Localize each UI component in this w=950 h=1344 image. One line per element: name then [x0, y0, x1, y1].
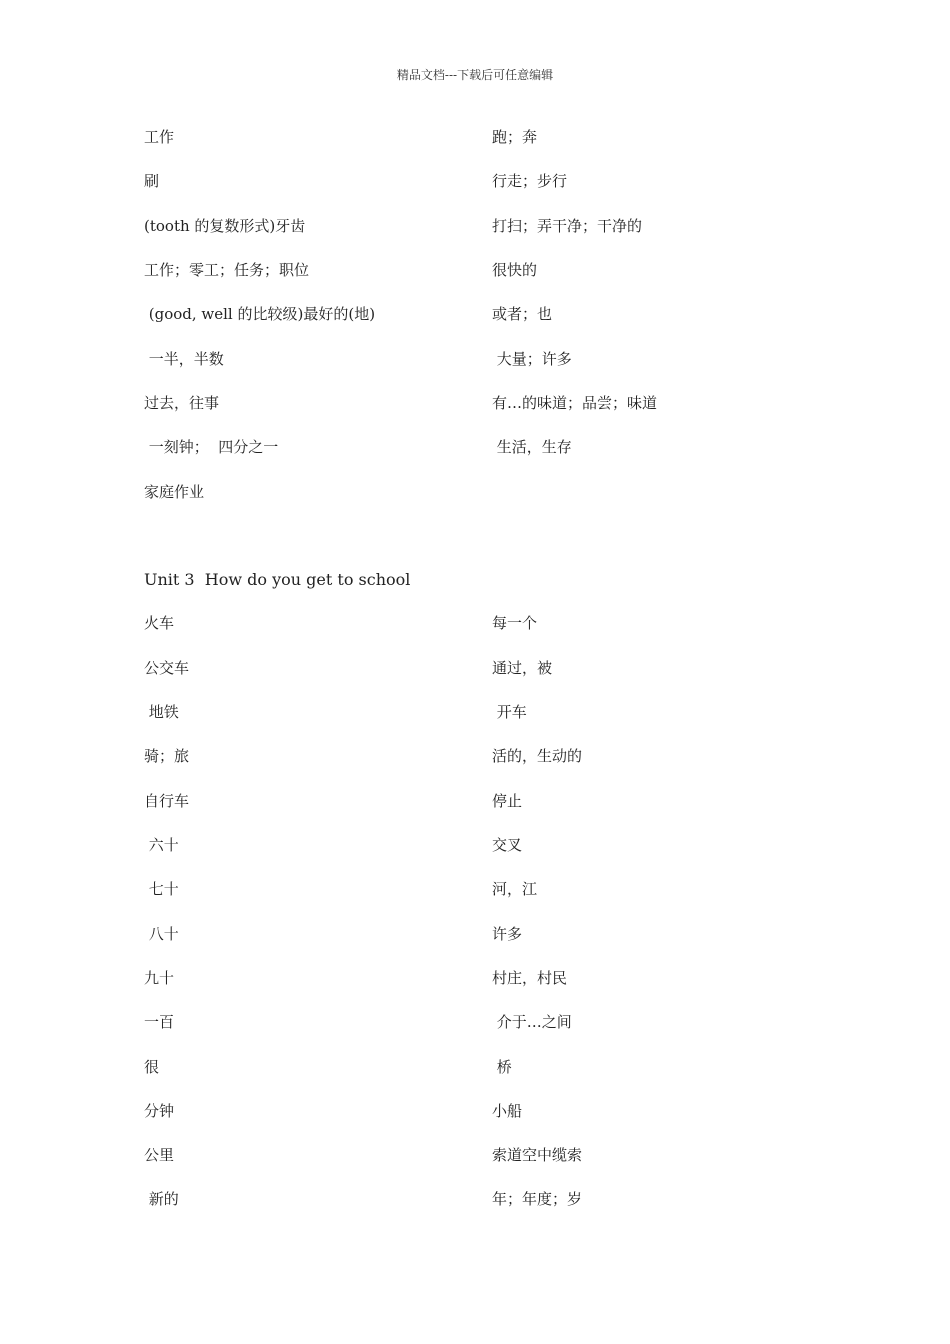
vocab-row: [0, 258, 950, 282]
vocab-row: [0, 744, 950, 768]
vocab-left: 分钟: [144, 1102, 175, 1120]
vocab-row: [0, 1099, 950, 1123]
vocab-left: 工作；零工；任务；职位: [144, 261, 310, 279]
vocab-left: 公交车: [144, 659, 190, 677]
vocab-left: 公里: [144, 1146, 175, 1164]
vocab-left: 刷: [144, 172, 160, 190]
vocab-right: 跑；奔: [492, 128, 538, 146]
vocab-row: [0, 302, 950, 326]
vocab-left: 过去，往事: [144, 394, 220, 412]
vocab-right: 河，江: [492, 880, 538, 898]
vocab-row: [0, 480, 950, 504]
vocab-row: [0, 966, 950, 990]
vocab-left: 一刻钟； 四分之一: [144, 438, 279, 456]
vocab-right: 索道空中缆索: [492, 1146, 583, 1164]
vocab-left: 自行车: [144, 792, 190, 810]
vocab-right: 大量；许多: [492, 350, 572, 368]
vocab-left: 新的: [144, 1190, 179, 1208]
vocab-left: (tooth 的复数形式)牙齿: [144, 217, 306, 235]
vocab-left: 六十: [144, 836, 179, 854]
vocab-row: [0, 877, 950, 901]
vocab-row: [0, 1010, 950, 1034]
vocab-row: [0, 700, 950, 724]
vocab-right: 很快的: [492, 261, 538, 279]
vocab-left: (good, well 的比较级)最好的(地): [144, 305, 376, 323]
vocab-left: 一百: [144, 1013, 175, 1031]
vocab-row: [0, 611, 950, 635]
vocab-row: [0, 169, 950, 193]
vocab-row: [0, 656, 950, 680]
vocab-row: [0, 214, 950, 238]
vocab-right: 行走；步行: [492, 172, 568, 190]
vocab-left: 火车: [144, 614, 175, 632]
vocab-left: 家庭作业: [144, 483, 205, 501]
vocab-right: 或者；也: [492, 305, 553, 323]
unit-title: Unit 3 How do you get to school: [144, 570, 411, 589]
vocab-left: 工作: [144, 128, 175, 146]
vocab-row: [0, 1187, 950, 1211]
vocab-row: [0, 1143, 950, 1167]
vocab-right: 有…的味道；品尝；味道: [492, 394, 658, 412]
vocab-left: 九十: [144, 969, 175, 987]
vocab-right: 交叉: [492, 836, 523, 854]
vocab-right: 停止: [492, 792, 523, 810]
vocab-right: 生活，生存: [492, 438, 572, 456]
vocab-row: [0, 125, 950, 149]
vocab-right: 开车: [492, 703, 527, 721]
vocab-row: [0, 922, 950, 946]
vocab-right: 桥: [492, 1058, 512, 1076]
vocab-row: [0, 391, 950, 415]
vocab-right: 介于…之间: [492, 1013, 572, 1031]
vocab-right: 每一个: [492, 614, 538, 632]
vocab-left: 一半，半数: [144, 350, 224, 368]
vocab-right: 村庄，村民: [492, 969, 568, 987]
vocab-row: [0, 789, 950, 813]
vocab-left: 地铁: [144, 703, 179, 721]
page-header: 精品文档---下载后可任意编辑: [396, 68, 554, 82]
vocab-right: 小船: [492, 1102, 523, 1120]
vocab-right: 许多: [492, 925, 523, 943]
vocab-left: 七十: [144, 880, 179, 898]
vocab-right: 通过，被: [492, 659, 553, 677]
vocab-left: 很: [144, 1058, 160, 1076]
vocab-row: [0, 347, 950, 371]
vocab-left: 骑；旅: [144, 747, 190, 765]
vocab-row: [0, 833, 950, 857]
vocab-right: 年；年度；岁: [492, 1190, 583, 1208]
vocab-left: 八十: [144, 925, 179, 943]
vocab-right: 打扫；弄干净；干净的: [492, 217, 643, 235]
vocab-row: [0, 1055, 950, 1079]
vocab-right: 活的，生动的: [492, 747, 583, 765]
vocab-row: [0, 435, 950, 459]
